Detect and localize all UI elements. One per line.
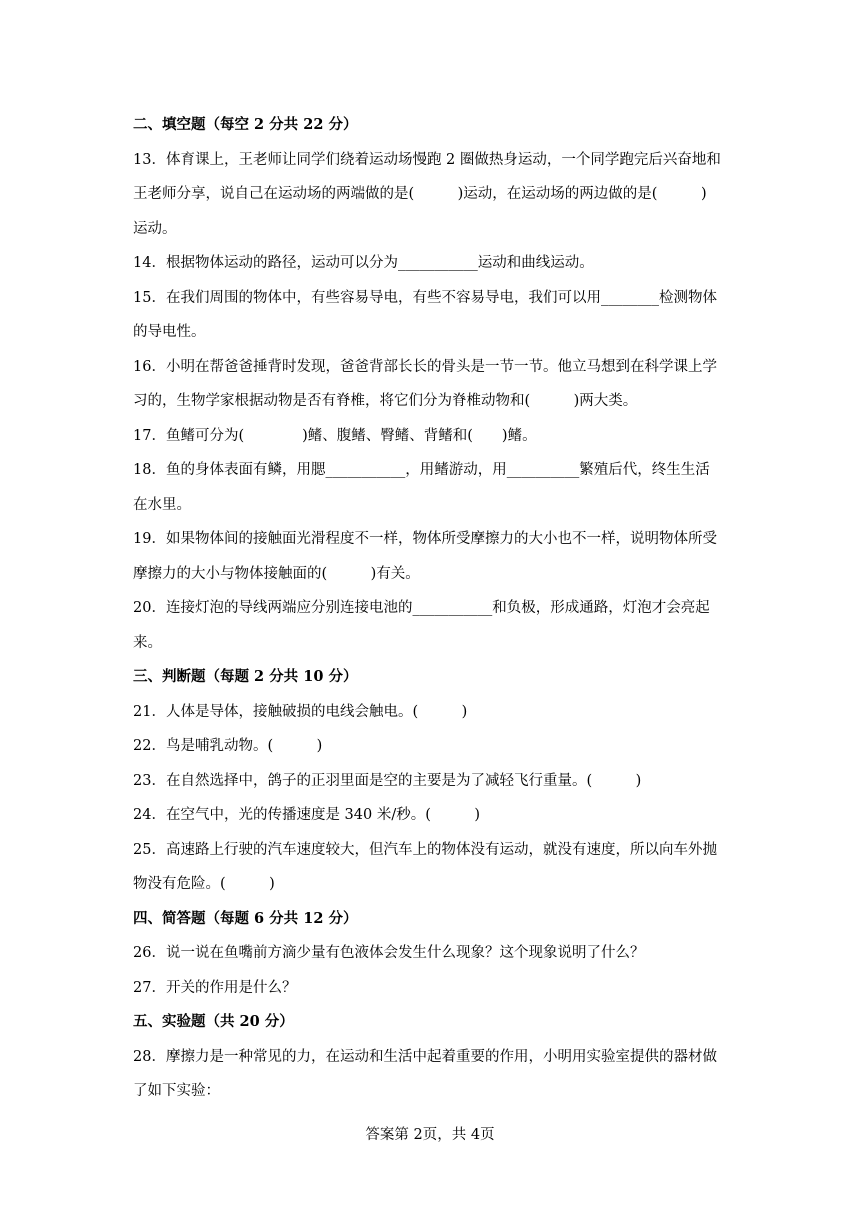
question-14: 14．根据物体运动的路径，运动可以分为___________运动和曲线运动。 (133, 255, 594, 271)
question-22: 22．鸟是哺乳动物。( ) (133, 738, 323, 754)
section-heading-experiment: 五、实验题（共 20 分） (133, 1013, 294, 1030)
question-19-line-2: 摩擦力的大小与物体接触面的( )有关。 (133, 565, 420, 582)
question-16-line-1: 16．小明在帮爸爸捶背时发现，爸爸背部长长的骨头是一节一节。他立马想到在科学课上学 (133, 358, 717, 375)
question-13-line-1: 13．体育课上，王老师让同学们绕着运动场慢跑 2 圈做热身运动，一个同学跑完后兴奋地和 (133, 151, 721, 168)
question-27: 27．开关的作用是什么？ (133, 979, 297, 996)
question-20-line-2: 来。 (133, 634, 162, 651)
question-28-line-1: 28．摩擦力是一种常见的力，在运动和生活中起着重要的作用，小明用实验室提供的器材做 (133, 1048, 717, 1065)
question-19-line-1: 19．如果物体间的接触面光滑程度不一样，物体所受摩擦力的大小也不一样，说明物体所受 (133, 531, 717, 547)
question-16-line-2: 习的，生物学家根据动物是否有脊椎，将它们分为脊椎动物和( )两大类。 (133, 393, 638, 409)
question-23: 23．在自然选择中，鸽子的正羽里面是空的主要是为了减轻飞行重量。( ) (133, 772, 642, 789)
question-18-line-2: 在水里。 (133, 496, 191, 513)
question-24: 24．在空气中，光的传播速度是 340 米/秒。( ) (133, 807, 481, 823)
question-25-line-2: 物没有危险。( ) (133, 876, 275, 892)
question-15-line-1: 15．在我们周围的物体中，有些容易导电，有些不容易导电，我们可以用________检测物体 (133, 289, 717, 306)
question-26: 26．说一说在鱼嘴前方滴少量有色液体会发生什么现象？这个现象说明了什么？ (133, 945, 645, 961)
question-13-line-3: 运动。 (133, 220, 177, 237)
section-heading-fill-blank: 二、填空题（每空 2 分共 22 分） (133, 116, 358, 133)
question-21: 21．人体是导体，接触破损的电线会触电。( ) (133, 703, 468, 720)
question-25-line-1: 25．高速路上行驶的汽车速度较大，但汽车上的物体没有运动，就没有速度，所以向车外抛 (133, 841, 717, 858)
section-heading-short-answer: 四、简答题（每题 6 分共 12 分） (133, 909, 358, 927)
question-28-line-2: 了如下实验： (133, 1083, 220, 1099)
page-footer: 答案第 2页，共 4页 (365, 1127, 495, 1143)
question-17: 17．鱼鳍可分为( )鳍、腹鳍、臀鳍、背鳍和( )鳍。 (133, 427, 537, 444)
question-13-line-2: 王老师分享，说自己在运动场的两端做的是( )运动，在运动场的两边做的是( ) (133, 186, 707, 202)
question-18-line-1: 18．鱼的身体表面有鳞，用腮___________，用鳍游动，用__________繁殖后代，终生生活 (133, 462, 710, 478)
question-20-line-1: 20．连接灯泡的导线两端应分别连接电池的___________和负极，形成通路，灯泡才会亮起 (133, 600, 710, 616)
question-15-line-2: 的导电性。 (133, 324, 206, 340)
section-heading-true-false: 三、判断题（每题 2 分共 10 分） (133, 668, 358, 685)
page-content (133, 108, 733, 1109)
